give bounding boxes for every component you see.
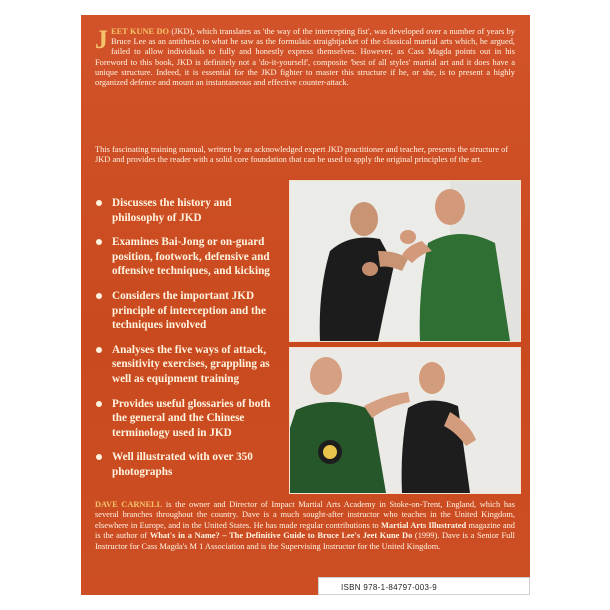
bullet-icon — [96, 200, 102, 206]
list-item: Considers the important JKD principle of interception and the techniques involved — [95, 289, 285, 333]
back-cover — [81, 15, 530, 595]
list-item: Analyses the five ways of attack, sensitivity exercises, grappling as well as equipment training — [95, 343, 285, 387]
intro-paragraph-2: This fascinating training manual, written by an acknowledged expert JKD practitioner and teacher, presents the structure of JKD and provides the reader with a solid core foundation that can be used to apply the original principles of the art. — [95, 145, 509, 165]
bullet-icon — [96, 239, 102, 245]
publication-title: Martial Arts Illustrated — [381, 520, 467, 530]
bullet-icon — [96, 401, 102, 407]
feature-list — [95, 196, 285, 490]
list-item: Provides useful glossaries of both the general and the Chinese terminology used in JKD — [95, 397, 285, 441]
jkd-title: EET KUNE DO — [111, 27, 170, 36]
intro-paragraph — [95, 27, 515, 88]
author-bio: DAVE CARNELL is the owner and Director of Impact Martial Arts Academy in Stoke-on-Trent, England, which has several branches throughout the country. Dave is a much sought-after instructor who teaches in the United Kingdom, elsewhere in Europe, and in the United States. He has made regular contributions to Martial Arts Illustrated magazine and is the author of What's in a Name? – The Definitive Guide to Bruce Lee's Jeet Kune Do (1999). Dave is a Senior Full Instructor for Cass Magda's M 1 Association and is the Supervising Instructor for the United Kingdom. — [95, 500, 515, 551]
author-name: DAVE CARNELL — [95, 500, 163, 509]
intro-text: (JKD), which translates as 'the way of the intercepting fist', was developed over a number of years by Bruce Lee as an antithesis to what he saw as the formulaic straightjacket of the classical martial arts which, he argued, failed to allow individuals to fully and honestly express themselves. However, as Cass Magda points out in his Foreword to this book, JKD is definitely not a 'do-it-yourself', composite 'best of all styles' martial art and it does have a unique structure. Indeed, it is essential for the JKD fighter to master this structure if he, or she, is to present a highly organized defence and mount an instantaneous and effective counter-attack. — [95, 27, 515, 88]
drop-cap: J — [95, 25, 108, 54]
photo-interception-technique — [289, 180, 521, 342]
photo-strike-technique — [289, 347, 521, 494]
bullet-icon — [96, 347, 102, 353]
isbn-label: ISBN 978-1-84797-003-9 — [318, 577, 530, 595]
list-item: Well illustrated with over 350 photographs — [95, 450, 285, 479]
bullet-icon — [96, 293, 102, 299]
bullet-icon — [96, 454, 102, 460]
list-item: Examines Bai-Jong or on-guard position, footwork, defensive and offensive techniques, and kicking — [95, 235, 285, 279]
list-item: Discusses the history and philosophy of JKD — [95, 196, 285, 225]
book-title: What's in a Name? – The Definitive Guide to Bruce Lee's Jeet Kune Do — [149, 531, 413, 541]
